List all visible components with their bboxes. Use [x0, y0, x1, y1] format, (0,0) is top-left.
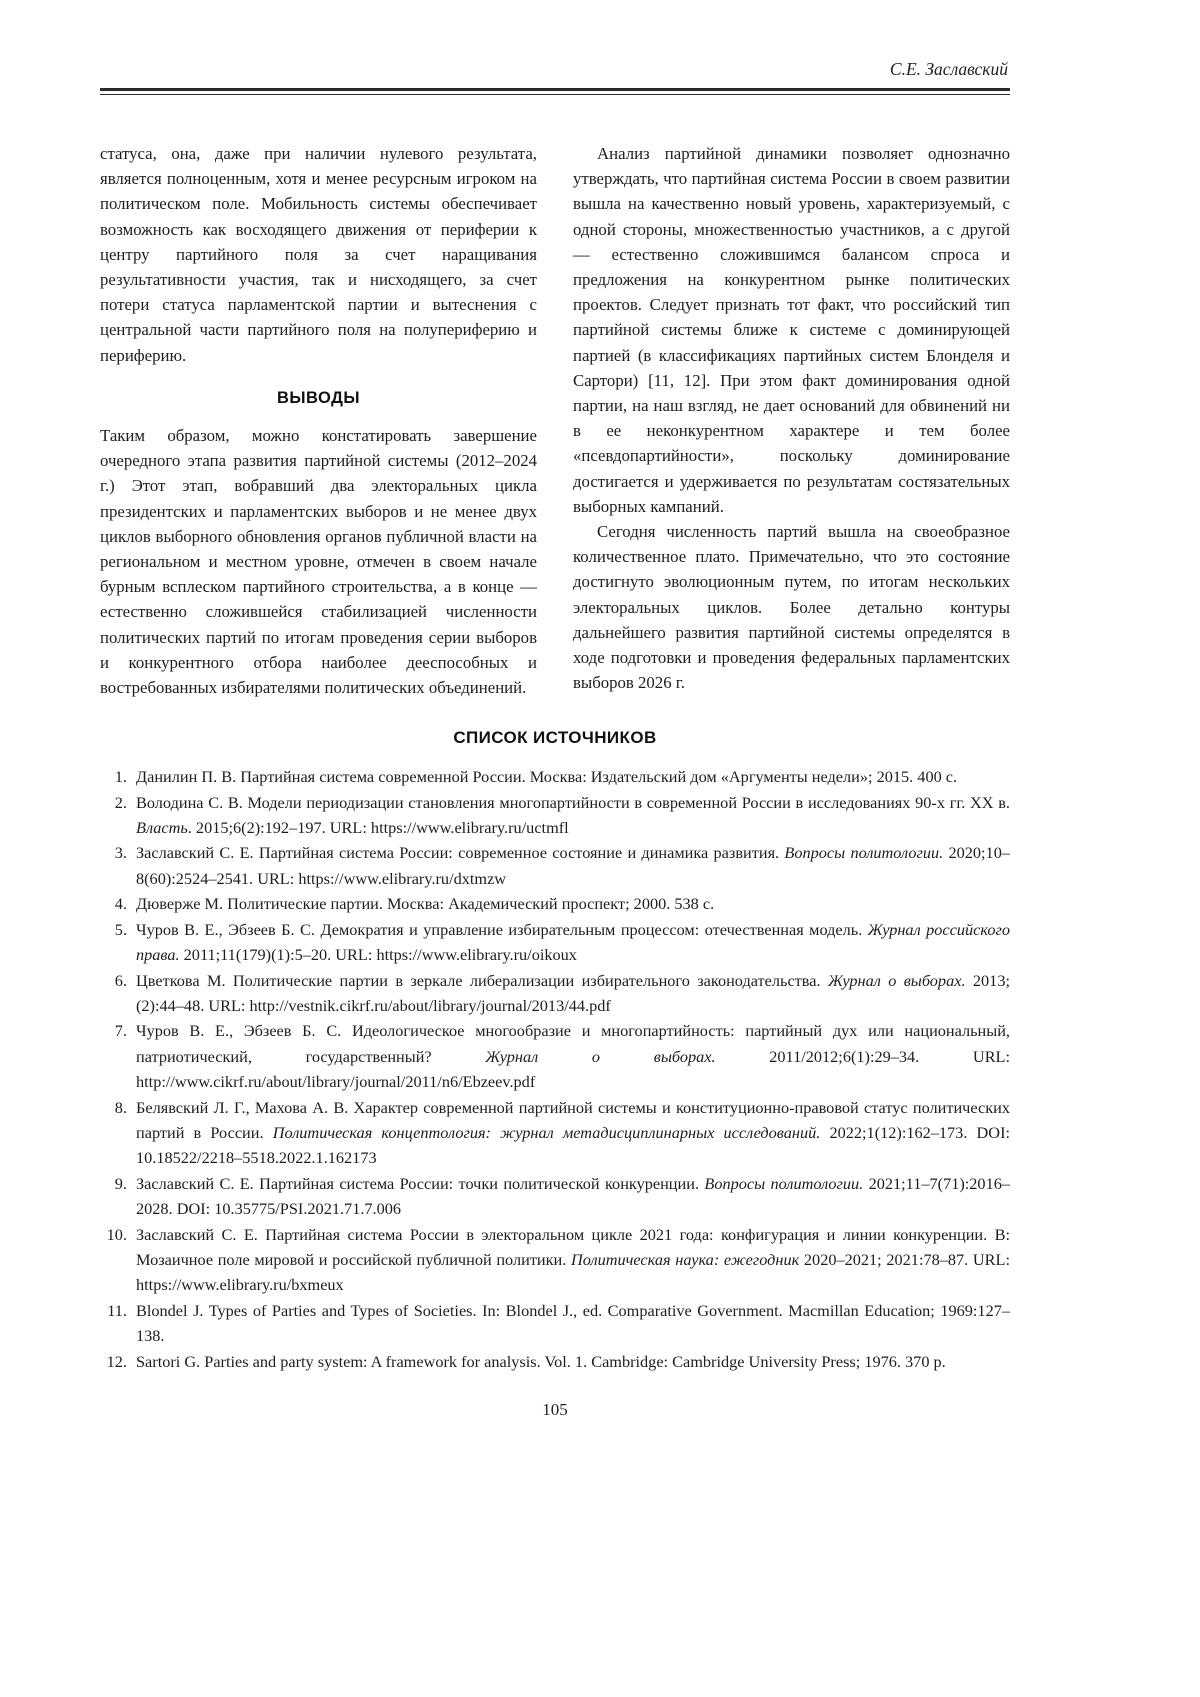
reference-text: Чуров В. Е., Эбзеев Б. С. Демократия и управление избирательным процессом: отечественная модель. Журнал российского права. 2011;11(179)(1):5–20. URL: https://www.elibrary.ru/oikoux [136, 919, 1011, 965]
reference-item [100, 790, 1010, 841]
reference-number: 3. [114, 843, 127, 863]
reference-text: Blondel J. Types of Parties and Types of Societies. In: Blondel J., ed. Comparative Government. Macmillan Education; 1969:127–138. [136, 1300, 1010, 1346]
page-number: 105 [542, 1400, 568, 1420]
reference-item [100, 840, 1010, 891]
plateau-paragraph: Сегодня численность партий вышла на своеобразное количественное плато. Примечательно, что это состояние достигнуто эволюционным путем, по итогам нескольких электоральных циклов. Более детально контуры дальнейшего развития партийной системы определятся в ходе подготовки и проведения федеральных парламентских выборов 2026 г. [573, 522, 1010, 693]
paragraph-continuation: статуса, она, даже при наличии нулевого результата, является полноценным, хотя и менее ресурсным игроком на политическом поле. Мобильность системы обеспечивает возможность как восходящего движения от периферии к центру партийного поля за счет наращивания результативности участия, так и нисходящего, за счет потери статуса парламентской партии и вытеснения с центральной части партийного поля на полупериферию и периферию. [100, 144, 537, 365]
header-rule [100, 88, 1010, 95]
reference-text: Заславский С. Е. Партийная система России в электоральном цикле 2021 года: конфигурация и линии конкуренции. В: Мозаичное поле мировой и российской публичной политики. Политическая наука: ежегодник 2020–2021; 2021:78–87. URL: https://www.elibrary.ru/bxmeux [136, 1224, 1010, 1295]
reference-item [100, 1222, 1010, 1298]
reference-text: Дюверже М. Политические партии. Москва: Академический проспект; 2000. 538 с. [136, 894, 715, 914]
reference-number: 2. [114, 792, 127, 812]
page-footer [100, 1400, 1010, 1420]
references-heading: СПИСОК ИСТОЧНИКОВ [453, 728, 657, 748]
reference-item [100, 1171, 1010, 1222]
reference-item [100, 1018, 1010, 1094]
reference-text: Цветкова М. Политические партии в зеркале либерализации избирательного законодательства. Журнал о выборах. 2013;(2):44–48. URL: http://vestnik.cikrf.ru/about/library/journal/2013/44.pdf [136, 970, 1010, 1015]
reference-number: 11. [107, 1300, 127, 1320]
reference-item [100, 917, 1010, 968]
column-left [100, 141, 537, 700]
reference-item [100, 968, 1010, 1019]
reference-text: Заславский С. Е. Партийная система России: современное состояние и динамика развития. Вопросы политологии. 2020;10–8(60):2524–2541. URL: https://www.elibrary.ru/dxtmzw [136, 843, 1010, 888]
reference-text: Заславский С. Е. Партийная система России: точки политической конкуренции. Вопросы политологии. 2021;11–7(71):2016–2028. DOI: 10.35775/PSI.2021.71.7.006 [136, 1173, 1010, 1219]
conclusions-paragraph: Таким образом, можно констатировать завершение очередного этапа развития партийной системы (2012–2024 г.) Этот этап, вобравший два электоральных цикла президентских и парламентских выборов и не менее двух циклов выборного обновления органов публичной власти на региональном и местном уровне, отмечен в своем начале бурным всплеском партийного строительства, а в конце — естественно сложившейся стабилизацией численности политических партий по итогам проведения серии выборов и конкурентного отбора наиболее дееспособных и востребованных избирателями политических объединений. [100, 426, 537, 698]
reference-text: Белявский Л. Г., Махова А. В. Характер современной партийной системы и конституционно-правовой статус политических партий в России. Политическая концептология: журнал метадисциплинарных исследований. 2022;1(12):162–173. DOI: 10.18522/2218–5518.2022.1.162173 [136, 1097, 1011, 1168]
page-header [100, 58, 1010, 95]
references-list [100, 764, 1010, 1374]
reference-number: 7. [114, 1021, 127, 1041]
reference-number: 10. [106, 1224, 127, 1244]
reference-item [100, 891, 1010, 916]
conclusions-heading: ВЫВОДЫ [276, 388, 361, 407]
column-right [573, 141, 1010, 700]
reference-text: Данилин П. В. Партийная система современной России. Москва: Издательский дом «Аргументы недели»; 2015. 400 с. [136, 767, 958, 787]
reference-number: 9. [114, 1173, 127, 1193]
article-body [100, 141, 1010, 700]
reference-number: 5. [114, 919, 127, 939]
analysis-paragraph: Анализ партийной динамики позволяет однозначно утверждать, что партийная система России в своем развитии вышла на качественно новый уровень, характеризуемый, с одной стороны, множественностью участников, а с другой — естественно сложившимся балансом спроса и предложения на конкурентном рынке политических проектов. Следует признать тот факт, что российский тип партийной системы ближе к системе с доминирующей партией (в классификациях партийных систем Блонделя и Сартори) [11, 12]. При этом факт доминирования одной партии, на наш взгляд, не дает оснований для обвинений ни в ее неконкурентном характере и тем более «псевдопартийности», поскольку доминирование достигается и удерживается по результатам состязательных выборных кампаний. [573, 144, 1010, 516]
reference-text: Чуров В. Е., Эбзеев Б. С. Идеологическое многообразие и многопартийность: партийный дух или национальный, патриотический, государственный? Журнал о выборах. 2011/2012;6(1):29–34. URL: http://www.cikrf.ru/about/library/journal/2011/n6/Ebzeev.pdf [136, 1021, 1011, 1092]
reference-item [100, 1095, 1010, 1171]
references-section [100, 728, 1010, 1374]
reference-number: 12. [106, 1351, 127, 1371]
reference-number: 4. [114, 894, 127, 914]
reference-item [100, 1298, 1010, 1349]
reference-text: Володина С. В. Модели периодизации становления многопартийности в современной России в исследованиях 90-х гг. ХХ в. Власть. 2015;6(2):192–197. URL: https://www.elibrary.ru/uctmfl [136, 792, 1010, 838]
reference-item [100, 764, 1010, 789]
reference-number: 8. [114, 1097, 127, 1117]
reference-number: 6. [114, 970, 127, 990]
reference-text: Sartori G. Parties and party system: A framework for analysis. Vol. 1. Cambridge: Cambridge University Press; 1976. 370 p. [136, 1351, 946, 1371]
reference-item [100, 1349, 1010, 1374]
reference-number: 1. [114, 767, 127, 787]
running-head-author: С.Е. Заславский [889, 59, 1008, 79]
